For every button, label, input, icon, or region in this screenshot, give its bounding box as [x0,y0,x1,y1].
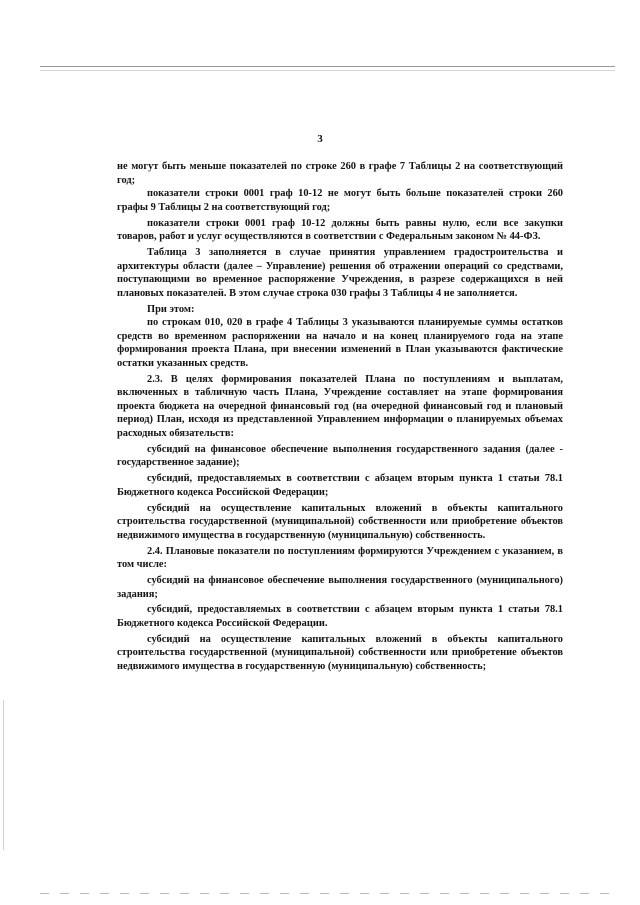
paragraph: по строкам 010, 020 в графе 4 Таблицы 3 указываются планируемые суммы остатков средств во временном распоряжении на начало и на конец планируемого года на этапе формирования проекта Плана, при внесении изменений в План указываются фактические остатки указанных средств. [117,317,563,369]
paragraph: субсидий, предоставляемых в соответствии с абзацем вторым пункта 1 статьи 78.1 Бюджетного кодекса Российской Федерации; [117,473,563,498]
paragraph: субсидий на осуществление капитальных вложений в объекты капитального строительства государственной (муниципальной) собственности или приобретение объектов недвижимого имущества в государственную (муниципальную) собственность. [117,502,563,541]
document-body [117,160,563,676]
paragraph: Таблица 3 заполняется в случае принятия управлением градостроительства и архитектуры области (далее – Управление) решения об отражении операций со средствами, поступающими во временное распоряжение Учреждения, в разрезе содержащихся в ней плановых показателей. В этом случае строка 030 графы 3 Таблицы 4 не заполняется. [117,246,563,299]
scan-edge-line-faint [40,70,615,71]
paragraph: показатели строки 0001 граф 10-12 не могут быть больше показателей строки 260 графы 9 Таблицы 2 на соответствующий год; [117,188,563,213]
paragraph: не могут быть меньше показателей по строке 260 в графе 7 Таблицы 2 на соответствующий год; [117,161,563,186]
paragraph: 2.3. В целях формирования показателей Плана по поступлениям и выплатам, включенных в табличную часть Плана, Учреждение составляет на этапе формирования проекта бюджета на очередной финансовый год (на очередной финансовый год и плановый период) План, исходя из представленной Управлением информации о планируемых объемах расходных обязательств: [117,373,563,440]
paragraph: субсидий на осуществление капитальных вложений в объекты капитального строительства государственной (муниципальной) собственности или приобретение объектов недвижимого имущества в государственную (муниципальную) собственность; [117,633,563,672]
scan-bottom-edge [40,893,610,894]
page-number: 3 [317,133,323,145]
paragraph: субсидий, предоставляемых в соответствии с абзацем вторым пункта 1 статьи 78.1 Бюджетного кодекса Российской Федерации. [117,604,563,629]
paragraph: При этом: [147,303,195,315]
scan-edge-line [40,66,615,67]
scan-left-edge [3,700,4,850]
paragraph: субсидий на финансовое обеспечение выполнения государственного (муниципального) задания; [117,574,563,600]
paragraph: показатели строки 0001 граф 10-12 должны быть равны нулю, если все закупки товаров, работ и услуг осуществляются в соответствии с Федеральным законом № 44-ФЗ. [117,217,563,243]
paragraph: 2.4. Плановые показатели по поступлениям формируются Учреждением с указанием, в том числе: [117,545,563,571]
paragraph: субсидий на финансовое обеспечение выполнения государственного задания (далее - государственное задание); [117,443,563,469]
